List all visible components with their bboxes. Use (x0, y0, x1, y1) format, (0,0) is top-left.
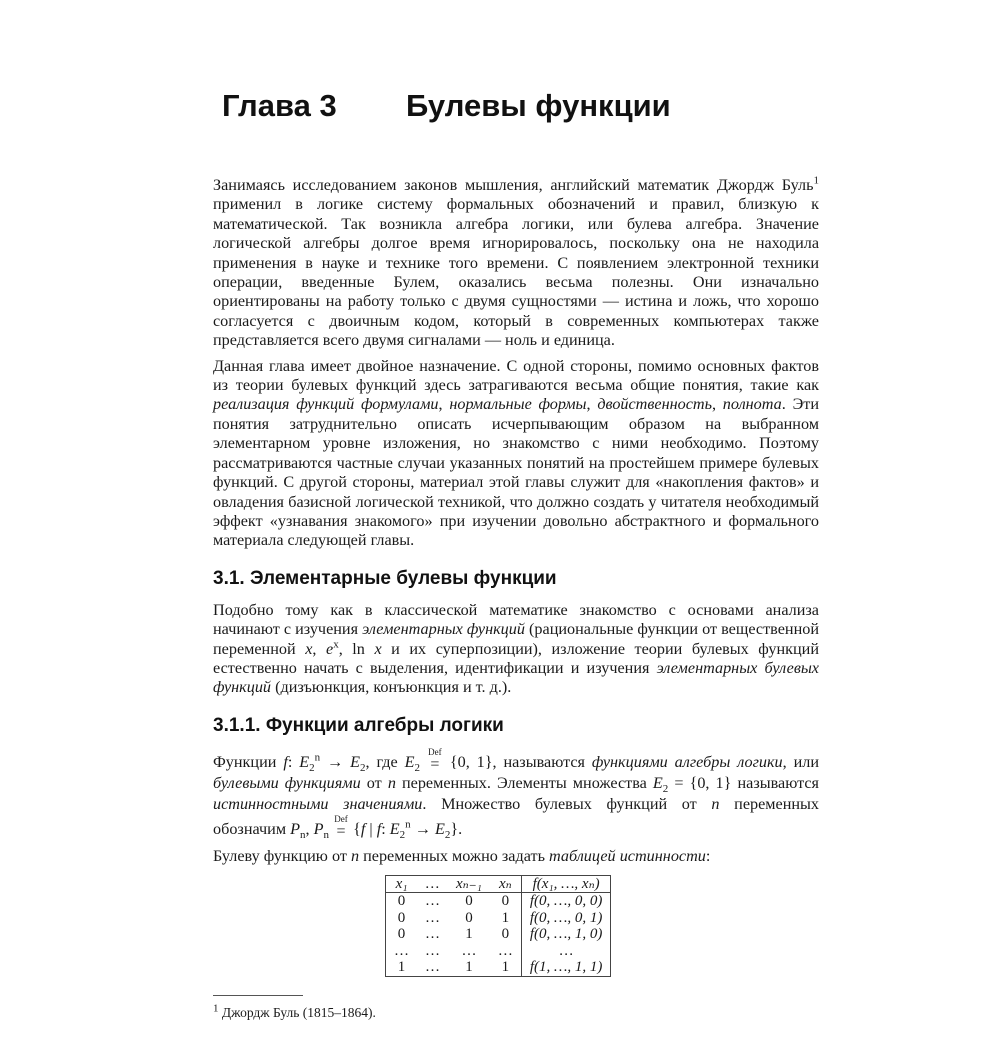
math-symbol: E (350, 752, 360, 771)
table-cell: 0 (465, 909, 473, 926)
math-subscript: 2 (414, 761, 421, 774)
subsection-text (213, 748, 819, 867)
paragraph (213, 748, 819, 840)
math-subscript: 2 (309, 761, 315, 774)
equals-sign: = (430, 755, 440, 773)
text-run: , (312, 639, 326, 658)
text-run: , (586, 395, 598, 414)
emphasis-term: булевыми функциями (213, 773, 361, 792)
table-cell: … (497, 942, 513, 959)
footnote-mark: 1 (213, 1002, 219, 1015)
subsection-heading: 3.1.1. Функции алгебры логики (213, 714, 504, 736)
column-header: xₙ₋₁ (448, 875, 490, 893)
table-cell: 1 (465, 959, 473, 976)
table-cell: 1 (465, 926, 473, 943)
math-subscript: 2 (399, 828, 406, 841)
table-cell: … (461, 942, 477, 959)
footnote (213, 1004, 819, 1021)
text-run (420, 753, 427, 771)
def-label: Def (428, 746, 442, 757)
text-run: {0, 1}, называются (442, 752, 592, 771)
text-run: { (349, 819, 361, 838)
emphasis-term: истинностными значениями (213, 794, 423, 813)
table-row (386, 910, 611, 927)
math-subscript: n (300, 828, 306, 841)
superscript: 1 (813, 174, 819, 187)
math-symbol: f (376, 819, 382, 838)
text-run: | (365, 819, 377, 838)
table-cell: 0 (501, 926, 510, 943)
table-cell: 0 (397, 909, 406, 926)
math-symbol: x (374, 639, 382, 658)
text-run: (дизъюнкция, конъюнкция и т. д.). (271, 678, 512, 697)
text-run: : (287, 752, 300, 771)
table-cell: f(1, …, 1, 1) (521, 959, 611, 976)
text-run: Булеву функцию от (213, 846, 351, 865)
emphasis-term: полнота (722, 395, 782, 414)
def-label: Def (334, 813, 348, 824)
emphasis-term: элементарных функций (362, 620, 525, 639)
superscript: n (405, 818, 411, 831)
text-run: и их суперпозиции), изложение теории булевых функций естественно начать с выделения, идентификации и изучения (213, 639, 820, 677)
math-symbol: x (305, 639, 313, 658)
text-column (213, 0, 819, 1041)
table-cell: 1 (397, 959, 406, 976)
paragraph (213, 846, 819, 867)
table-header-row (386, 875, 611, 893)
text-run: }. (450, 819, 463, 838)
column-header: f(x₁, …, xₙ) (521, 875, 611, 893)
superscript: n (314, 751, 321, 764)
table-cell: … (425, 959, 440, 976)
table-cell: 0 (397, 926, 406, 943)
table-cell: … (425, 942, 440, 959)
table-cell: 0 (465, 893, 473, 910)
text-run: . Эти понятия затруднительно описать исчерпывающим образом на выбранном элементарном уровне изложения, но знакомство с ними необходимо. Поэтому рассматриваются частные случаи указанных понятий на простейшем примере булевых функций. С другой стороны, материал этой главы служит для «накопления фактов» и овладения базисной логической техникой, что должно создать у читателя необходимый эффект «узнавания знакомого» при изучении довольно абстрактного и формального материала следующей главы. (213, 395, 819, 550)
table-cell: … (425, 909, 440, 926)
truth-table-wrapper (385, 875, 819, 977)
text-run: , (711, 395, 723, 414)
math-symbol: f (360, 819, 366, 838)
text-run: , или (782, 752, 819, 771)
text-run: = {0, 1} называются (668, 773, 820, 792)
text-run: → (410, 819, 435, 838)
emphasis-term: реализация функций формулами (213, 395, 439, 414)
text-run: Данная глава имеет двойное назначение. С одной стороны, помимо основных фактов из теории булевых функций здесь затрагиваются весьма общие понятия, такие как (213, 356, 819, 395)
table-row (386, 893, 611, 910)
column-header: x₁ (386, 875, 418, 893)
math-symbol: n (711, 794, 720, 813)
text-run: (рациональные функции от вещественной переменной (213, 620, 819, 658)
text-run: . Множество булевых функций от (422, 794, 712, 813)
table-cell: 0 (501, 893, 510, 910)
math-symbol: E (404, 752, 415, 771)
emphasis-term: элементарных булевых функций (213, 658, 819, 697)
math-symbol: n (350, 846, 360, 865)
column-header: xₙ (490, 875, 522, 893)
table-row (386, 959, 611, 976)
math-symbol: E (434, 819, 445, 838)
truth-table (385, 875, 611, 977)
text-run: , (305, 819, 314, 838)
chapter-title: Булевы функции (406, 88, 671, 123)
footnote-rule (213, 995, 303, 996)
math-symbol: P (313, 819, 324, 838)
paragraph (213, 357, 819, 551)
equals-sign: = (336, 822, 346, 840)
math-symbol: f (283, 752, 288, 771)
math-symbol: e (326, 639, 334, 658)
table-cell: 0 (397, 893, 406, 910)
emphasis-term: функциями алгебры логики (591, 752, 783, 771)
def-equals (427, 748, 443, 773)
footnote-text: Джордж Буль (1815–1864). (221, 1004, 376, 1020)
section-heading: 3.1. Элементарные булевы функции (213, 567, 557, 589)
text-run: Занимаясь исследованием законов мышления, английский математик Джордж Буль (213, 176, 814, 194)
math-symbol: P (290, 819, 301, 838)
table-cell: f(0, …, 0, 1) (521, 910, 611, 927)
section-text (213, 601, 819, 698)
table-row (386, 943, 611, 960)
intro-text (213, 176, 819, 551)
text-run: : (705, 846, 711, 865)
table-cell: 1 (501, 909, 510, 926)
table-cell: … (425, 926, 440, 943)
text-run: → (320, 752, 351, 771)
math-symbol: E (299, 752, 310, 771)
table-cell: … (425, 893, 440, 910)
text-run: от (360, 773, 388, 792)
table-cell: f(0, …, 1, 0) (521, 926, 611, 943)
table-cell: … (394, 942, 409, 959)
math-symbol: n (387, 773, 396, 792)
text-run: : (381, 819, 390, 838)
math-symbol: E (652, 773, 663, 792)
table-cell: f(0, …, 0, 0) (521, 893, 611, 910)
math-subscript: 2 (662, 782, 669, 795)
math-subscript: 2 (360, 761, 366, 774)
text-run: переменных. Элементы множества (395, 773, 653, 792)
emphasis-term: двойственность (597, 395, 712, 414)
table-cell: 1 (501, 959, 510, 976)
table-row (386, 926, 611, 943)
chapter-label: Глава 3 (222, 88, 337, 123)
emphasis-term: таблицей истинности (549, 846, 706, 865)
math-symbol: E (389, 819, 400, 838)
superscript: x (333, 638, 339, 651)
text-run: , где (365, 752, 405, 771)
chapter-heading (213, 86, 819, 126)
math-subscript: 2 (444, 828, 451, 841)
text-run: , ln (338, 639, 375, 658)
text-run: переменных можно задать (359, 846, 549, 865)
text-run: переменных обозначим (213, 794, 820, 838)
text-run: Подобно тому как в классической математике знакомство с основами анализа начинают с изучения (213, 600, 819, 639)
emphasis-term: нормальные формы (449, 395, 587, 414)
paragraph (213, 176, 819, 351)
text-run: применил в логике систему формальных обозначений и правил, близкую к математической. Так возникла алгебра логики, или булева алгебра. Значение логической алгебры долгое время игнорировалось, поскольку она не находила применения в науке и технике того времени. С появлением электронной техники операции, введенные Булем, оказались весьма полезны. Они изначально ориентированы на работу только с двумя сущностями — истина и ложь, что хорошо согласуется с двоичным кодом, который в современных компьютерах также представляется всего двумя сигналами — ноль и единица. (213, 195, 819, 350)
column-header: … (417, 875, 448, 893)
paragraph (213, 601, 819, 698)
math-subscript: n (323, 828, 329, 841)
text-run: , (438, 395, 450, 414)
table-cell: … (521, 943, 611, 960)
text-run: Функции (213, 752, 284, 771)
def-equals (333, 815, 349, 840)
